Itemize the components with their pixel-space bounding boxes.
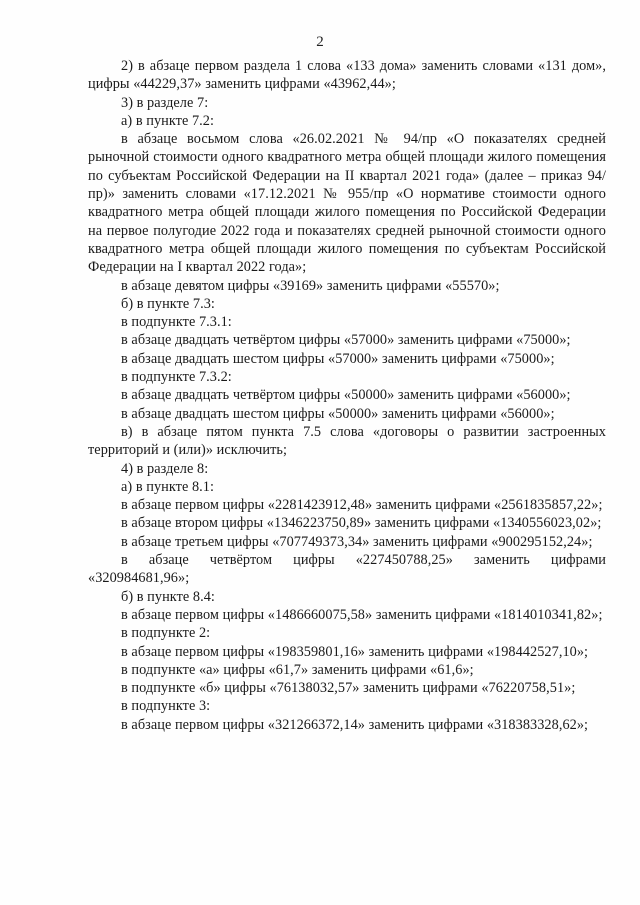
paragraph: в абзаце первом цифры «198359801,16» заменить цифрами «198442527,10»;: [121, 643, 589, 660]
paragraph: в абзаце девятом цифры «39169» заменить цифрами «55570»;: [121, 277, 500, 294]
paragraph: в подпункте 2:: [121, 625, 211, 642]
paragraph: в подпункте «а» цифры «61,7» заменить цифрами «61,6»;: [121, 661, 474, 678]
paragraph: в абзаце первом цифры «2281423912,48» заменить цифрами «2561835857,22»;: [121, 497, 603, 514]
paragraph: б) в пункте 7.3:: [121, 295, 215, 312]
paragraph: в абзаце восьмом слова «26.02.2021 № 94/пр «О показателях средней рыночной стоимости одного квадратного метра общей площади жилого помещения по субъектам Российской Федерации на II квартал 2021 года» (далее – приказ 94/пр)» заменить словами «17.12.2021 № 955/пр «О нормативе стоимости одного квадратного метра общей площади жилого помещения по Российской Федерации на первое полугодие 2022 года и показателях средней рыночной стоимости одного квадратного метра общей площади жилого помещения по субъектам Российской Федерации на I квартал 2022 года»;: [88, 131, 606, 276]
paragraph: в абзаце двадцать четвёртом цифры «57000» заменить цифрами «75000»;: [121, 332, 571, 349]
paragraph: б) в пункте 8.4:: [121, 588, 215, 605]
paragraph: в абзаце втором цифры «1346223750,89» заменить цифрами «1340556023,02»;: [121, 515, 602, 532]
paragraph: 4) в разделе 8:: [121, 460, 209, 477]
document-body: [88, 57, 606, 734]
paragraph: 2) в абзаце первом раздела 1 слова «133 дома» заменить словами «131 дом», цифры «44229,37» заменить цифрами «43962,44»;: [88, 58, 606, 93]
paragraph: в подпункте 7.3.1:: [121, 314, 232, 331]
paragraph: в абзаце двадцать шестом цифры «57000» заменить цифрами «75000»;: [121, 350, 555, 367]
paragraph: в) в абзаце пятом пункта 7.5 слова «договоры о развитии застроенных территорий и (или)» исключить;: [88, 423, 606, 459]
paragraph: в абзаце двадцать четвёртом цифры «50000» заменить цифрами «56000»;: [121, 387, 571, 404]
paragraph: в абзаце третьем цифры «707749373,34» заменить цифрами «900295152,24»;: [121, 533, 593, 550]
paragraph: в абзаце четвёртом цифры «227450788,25» заменить цифрами «320984681,96»;: [88, 552, 606, 587]
paragraph: в подпункте 3:: [121, 698, 211, 715]
paragraph: в подпункте 7.3.2:: [121, 369, 232, 386]
paragraph: в абзаце первом цифры «1486660075,58» заменить цифрами «1814010341,82»;: [121, 606, 603, 623]
page-number: 2: [316, 34, 324, 50]
paragraph: а) в пункте 7.2:: [121, 112, 215, 129]
paragraph: а) в пункте 8.1:: [121, 478, 215, 495]
paragraph: в абзаце двадцать шестом цифры «50000» заменить цифрами «56000»;: [121, 405, 555, 422]
paragraph: в абзаце первом цифры «321266372,14» заменить цифрами «318383328,62»;: [121, 716, 589, 733]
paragraph: в подпункте «б» цифры «76138032,57» заменить цифрами «76220758,51»;: [121, 680, 576, 697]
paragraph: 3) в разделе 7:: [121, 94, 209, 111]
